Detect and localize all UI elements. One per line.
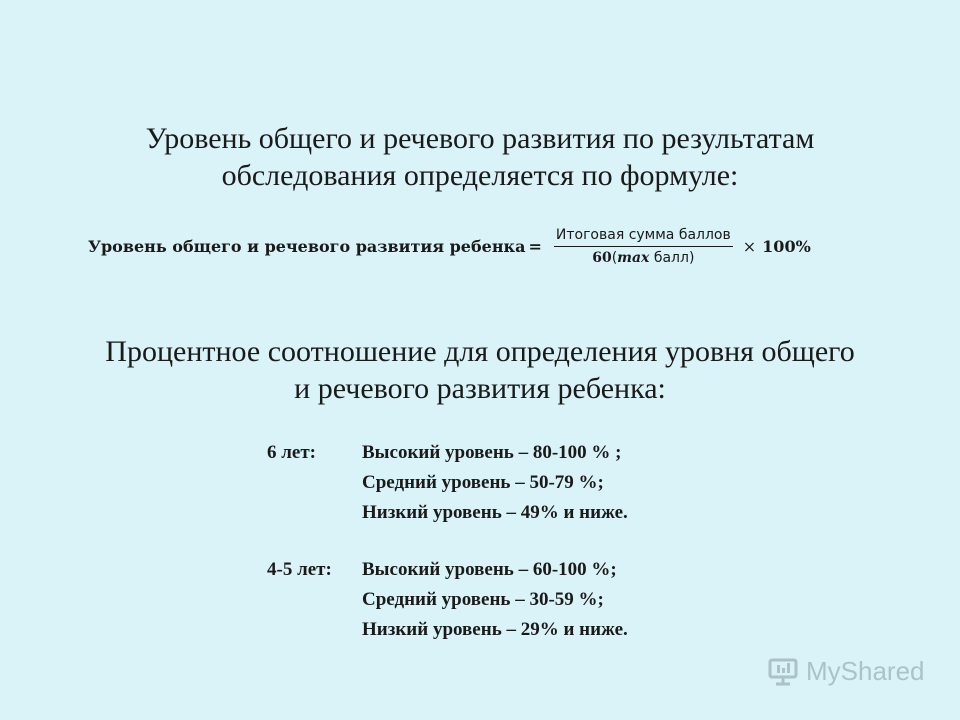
presentation-icon (768, 657, 802, 687)
formula-denominator-max: max (617, 249, 650, 266)
level-low: Низкий уровень – 49% и ниже. (362, 502, 628, 523)
level-medium: Средний уровень – 50-79 %; (362, 472, 604, 493)
formula-denominator-number: 60 (592, 249, 612, 266)
heading-formula-intro-line-2: обследования определяется по формуле: (221, 159, 739, 192)
formula-percent: 100% (762, 236, 811, 256)
formula-equals: = (528, 236, 542, 256)
heading-percent-ratio-line-2: и речевого развития ребенка: (294, 372, 666, 405)
heading-percent-ratio (0, 333, 960, 407)
heading-formula-intro-line-1: Уровень общего и речевого развития по результатам (145, 122, 815, 155)
formula-denominator (592, 247, 694, 266)
level-low: Низкий уровень – 29% и ниже. (362, 619, 628, 640)
levels-list (362, 438, 628, 528)
levels-list (362, 555, 628, 645)
watermark-text: MyShared (806, 656, 925, 686)
formula-denominator-unit: балл) (649, 249, 695, 266)
formula-denominator-open: ( (611, 249, 618, 266)
levels-age-label: 6 лет: (267, 442, 317, 463)
level-medium: Средний уровень – 30-59 %; (362, 589, 604, 610)
formula-numerator: Итоговая сумма баллов (554, 227, 733, 247)
heading-formula-intro (0, 120, 960, 194)
heading-percent-ratio-line-1: Процентное соотношение для определения уровня общего (105, 335, 855, 368)
level-high: Высокий уровень – 80-100 % ; (362, 442, 622, 463)
levels-age-label: 4-5 лет: (267, 559, 332, 580)
level-high: Высокий уровень – 60-100 %; (362, 559, 617, 580)
formula-times: × (742, 236, 757, 256)
watermark (768, 656, 925, 687)
formula-fraction (554, 227, 733, 266)
formula-lhs: Уровень общего и речевого развития ребенка (88, 236, 526, 256)
formula (88, 222, 811, 270)
